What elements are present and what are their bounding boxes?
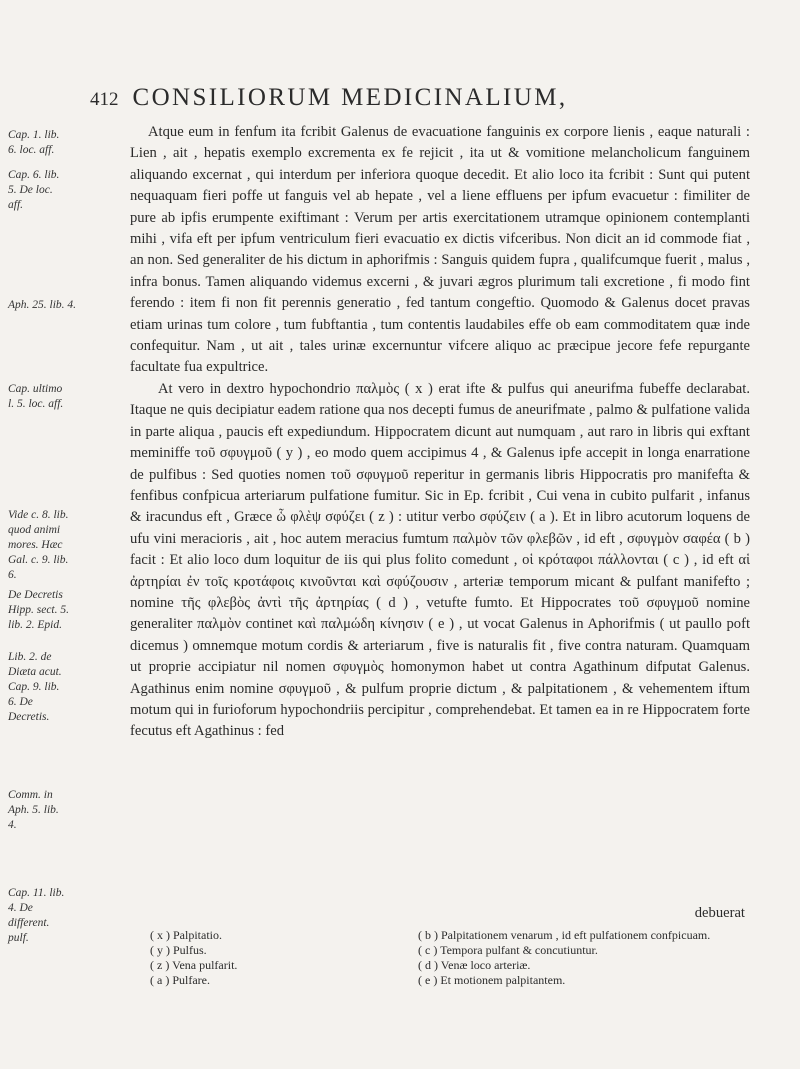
catchword: debuerat bbox=[694, 905, 745, 921]
footnote: ( z ) Vena pulfarit. bbox=[150, 958, 238, 972]
running-title: CONSILIORUM MEDICINALIUM, bbox=[132, 84, 568, 111]
margin-note: Cap. 11. lib. 4. De different. pulf. bbox=[8, 887, 65, 944]
paragraph: Atque eum in fenfum ita fcribit Galenus de evacuatione fanguinis ex corpore lienis , eaque naturali : Lien , ait , hepatis exemplo excrementa ex fe rejicit , ita ut & vomitione melancholicum fanguinem aliquando excernat , qui interdum per inferiora quoque decedit. Et alio loco ita fcribit : Sunt qui putent nequaquam fieri poffe ut fanguis vel ab hepate , vel a liene effluens per ipfum evacuetur : fimiliter de pure ab ipfis erumpente exiftimant : Verum per artis exercitationem utramque opinionem contemplanti mihi , vifa eft per ipfum ventriculum fieri evacuatio ex dictis vifceribus. Non dicit an id commode fiat , an non. Sed generaliter de his dictum in aphorifmis : Sanguis quidem fupra , qualifcumque fuerit , malus , infra bonus. Tamen aliquando videmus excerni , & juvari ægros plurimum tali excretione , fi modo fint ferendo : item fi non fit perennis generatio , fed tantum congeftio. Quomodo & Galenus docet pravas etiam urinas tum colore , tum fubftantia , tum contentis laudabiles effe ob eam commoditatem quæ inde confequitur. Nam , ut ait , tales urinæ excernuntur vifcere aliquo ac præcipue jecore fefe repurgante facultate fua expultrice. bbox=[130, 124, 750, 376]
main-text bbox=[130, 122, 750, 743]
footnote: ( d ) Venæ loco arteriæ. bbox=[418, 958, 531, 972]
footnote: ( c ) Tempora pulfant & concutiuntur. bbox=[418, 943, 598, 957]
footnotes-left bbox=[150, 928, 380, 988]
footnote: ( b ) Palpitationem venarum , id eft pulfationem confpicuam. bbox=[418, 928, 711, 942]
footnote: ( y ) Pulfus. bbox=[150, 943, 207, 957]
margin-note: Cap. 1. lib. 6. loc. aff. bbox=[8, 129, 60, 156]
footnote: ( x ) Palpitatio. bbox=[150, 928, 222, 942]
running-head bbox=[90, 84, 730, 112]
margin-note: Lib. 2. de Diæta acut. Cap. 9. lib. 6. De Decretis. bbox=[8, 651, 62, 723]
footnotes bbox=[150, 928, 770, 988]
footnotes-right bbox=[418, 928, 748, 988]
margin-note: De Decretis Hipp. sect. 5. lib. 2. Epid. bbox=[8, 589, 70, 631]
margin-note: Cap. 6. lib. 5. De loc. aff. bbox=[8, 169, 60, 211]
margin-note: Cap. ultimo l. 5. loc. aff. bbox=[8, 383, 64, 410]
margin-note: Comm. in Aph. 5. lib. 4. bbox=[8, 789, 59, 831]
page-number: 412 bbox=[90, 89, 119, 110]
footnote: ( a ) Pulfare. bbox=[150, 973, 210, 987]
margin-note: Aph. 25. lib. 4. bbox=[8, 299, 77, 311]
footnote: ( e ) Et motionem palpitantem. bbox=[418, 973, 566, 987]
paragraph: At vero in dextro hypochondrio παλμὸς ( x ) erat ifte & pulfus qui aneurifma fubeffe declarabat. Itaque ne quis decipiatur eadem ratione qua nos decepti fumus de aneurifmate , palmo & pulfatione valida in parte aliqua , paucis eft expediundum. Hippocratem dicunt aut numquam , aut raro in libris qui exftant meminiffe τοῦ σφυγμοῦ ( y ) , eo modo quem accipimus 4 , & Galenus ipfe accepit in longa enarratione de pulfibus : Sed quoties nomen τοῦ σφυγμοῦ reperitur in germanis libris Hippocratis pro manifefta & fenfibus confpicua arteriarum pulfatione fumitur. Sic in Ep. fcribit , Cui vena in cubito pulfarit , infanus & iracundus eft , Græce ὧ φλὲψ σφύζει ( z ) : utitur verbo σφύζειν ( a ). Et in libro acutorum loquens de ufu vini meracioris , ait , hoc autem meracius fumtum παλμὸν τῶν φλεβῶν , id eft , σφυγμὸν σαφέα ( b ) facit : Et alio loco dum loquitur de iis qui plus folito comedunt , οἱ κρόταφοι πάλλονται ( c ) , id eft αἱ ἀρτηρίαι ἐν τοῖς κροτάφοις κινοῦνται καὶ σφύζουσιν , arteriæ temporum micant & pulfant manifefto ; nomine τῆς φλεβὸς ἀντὶ τῆς ἀρτηρίας ( d ) , vetufte fumto. Et Hippocrates τοῦ σφυγμοῦ nomine generaliter παλμὸν continet καὶ παλμώδη κίνησιν ( e ) , ut vocat Galenus in Aphorifmis ( ut paullo poft dicemus ) omnemque motum cordis & arteriarum , five is naturalis fit , five contra naturam. Quamquam ut proprie accipiatur nil nomen σφυγμὸς homonymon habet ut contra Agathinum difputat Galenus. Agathinus enim nomine σφυγμοῦ , & pulfum proprie dictum , & palpitationem , & vehementem iftum motum qui in furioforum hypochondriis percipitur , comprehendebat. Et tamen ea in re Hippocratem forte fecutus eft Agathinus : fed bbox=[130, 380, 750, 740]
margin-note: Vide c. 8. lib. quod animi mores. Hæc Gal. c. 9. lib. 6. bbox=[8, 509, 69, 581]
